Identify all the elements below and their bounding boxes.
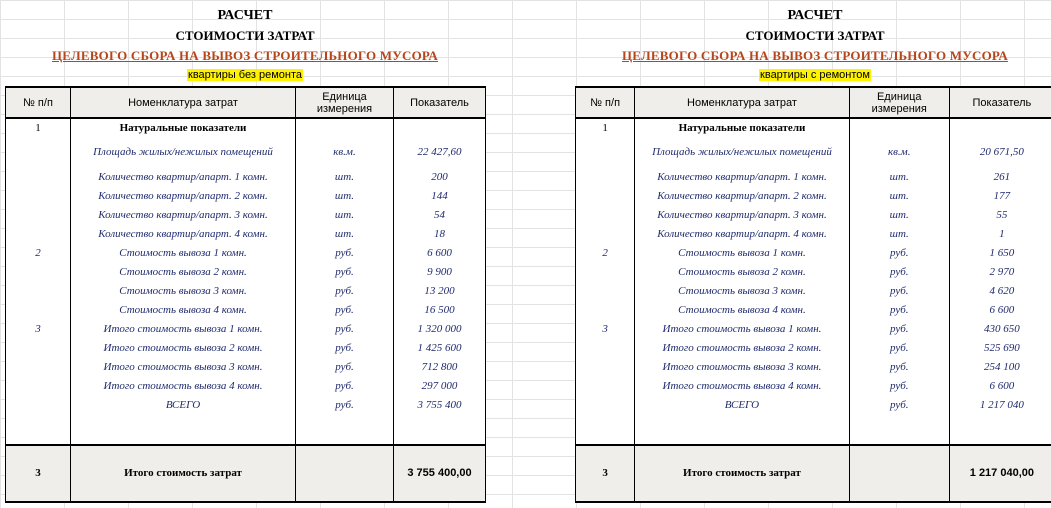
cell-unit: шт.: [296, 187, 394, 206]
cell-number: [6, 206, 71, 225]
cell-value: 144: [394, 187, 486, 206]
cell-unit: шт.: [849, 168, 949, 187]
table-row: [576, 339, 1051, 358]
table-row: [6, 415, 486, 445]
table-row: [6, 137, 486, 168]
cell-unit: руб.: [296, 244, 394, 263]
cell-item: Количество квартир/апарт. 3 комн.: [71, 206, 296, 225]
variant-label-container: [5, 68, 485, 82]
cell-number: [576, 377, 635, 396]
cell-unit: [849, 415, 949, 445]
table-row: [6, 263, 486, 282]
cell-value: 1 650: [949, 244, 1051, 263]
total-unit: [849, 445, 949, 502]
total-number: 3: [576, 445, 635, 502]
total-number: 3: [6, 445, 71, 502]
table-body: [576, 118, 1051, 502]
table-row: [576, 415, 1051, 445]
table-row: [6, 118, 486, 137]
table-row: [576, 358, 1051, 377]
sheet-title: РАСЧЕТ: [787, 8, 843, 23]
cell-number: [576, 301, 635, 320]
cell-value: 55: [949, 206, 1051, 225]
table-row: [576, 206, 1051, 225]
sheet-title: РАСЧЕТ: [217, 8, 273, 23]
table-row: [576, 320, 1051, 339]
table-row: [576, 187, 1051, 206]
cell-value: 54: [394, 206, 486, 225]
cell-number: [576, 187, 635, 206]
cell-number: [6, 168, 71, 187]
cell-unit: руб.: [849, 244, 949, 263]
cell-item: [635, 415, 849, 445]
cell-number: 2: [576, 244, 635, 263]
cost-table: [5, 86, 486, 503]
cell-value: 1: [949, 225, 1051, 244]
cell-value: 6 600: [949, 301, 1051, 320]
table-row: [576, 301, 1051, 320]
cell-unit: шт.: [296, 168, 394, 187]
cell-value: 1 320 000: [394, 320, 486, 339]
cell-item: Количество квартир/апарт. 1 комн.: [635, 168, 849, 187]
column-header-number: № п/п: [6, 87, 71, 118]
cell-number: 1: [576, 118, 635, 137]
header-row: [576, 87, 1051, 118]
total-label: Итого стоимость затрат: [71, 445, 296, 502]
cell-value: 6 600: [394, 244, 486, 263]
cell-item: Стоимость вывоза 4 комн.: [71, 301, 296, 320]
cell-number: [6, 377, 71, 396]
cell-number: [576, 168, 635, 187]
sheet-subtitle: СТОИМОСТИ ЗАТРАТ: [175, 28, 315, 43]
cell-unit: руб.: [296, 263, 394, 282]
cost-table: [575, 86, 1051, 503]
table-row: [6, 282, 486, 301]
cell-item: Стоимость вывоза 2 комн.: [635, 263, 849, 282]
cell-value: 2 970: [949, 263, 1051, 282]
cell-value: [394, 415, 486, 445]
cell-item: Итого стоимость вывоза 2 комн.: [71, 339, 296, 358]
cell-number: [6, 415, 71, 445]
cell-unit: руб.: [849, 396, 949, 415]
table-row: [6, 206, 486, 225]
cell-number: [6, 396, 71, 415]
column-header-item: Номенклатура затрат: [71, 87, 296, 118]
total-row: [6, 445, 486, 502]
cell-item: Площадь жилых/нежилых помещений: [635, 137, 849, 168]
cell-value: 254 100: [949, 358, 1051, 377]
variant-label-container: [575, 68, 1051, 82]
cell-value: 13 200: [394, 282, 486, 301]
cell-item: Количество квартир/апарт. 2 комн.: [71, 187, 296, 206]
total-value: 3 755 400,00: [394, 445, 486, 502]
cell-number: [6, 263, 71, 282]
sheet-heading: ЦЕЛЕВОГО СБОРА НА ВЫВОЗ СТРОИТЕЛЬНОГО МУСОРА: [622, 48, 1008, 63]
cell-value: 18: [394, 225, 486, 244]
table-row: [6, 396, 486, 415]
cell-unit: руб.: [296, 282, 394, 301]
total-unit: [296, 445, 394, 502]
sheet-heading: ЦЕЛЕВОГО СБОРА НА ВЫВОЗ СТРОИТЕЛЬНОГО МУСОРА: [52, 48, 438, 63]
cell-value: 297 000: [394, 377, 486, 396]
cell-item: Стоимость вывоза 1 комн.: [635, 244, 849, 263]
cell-unit: руб.: [849, 358, 949, 377]
column-header-value: Показатель: [394, 87, 486, 118]
cell-unit: шт.: [296, 206, 394, 225]
cell-number: 3: [6, 320, 71, 339]
cell-item: Стоимость вывоза 3 комн.: [635, 282, 849, 301]
cell-unit: [296, 118, 394, 137]
table-row: [6, 358, 486, 377]
cell-number: [6, 301, 71, 320]
column-header-item: Номенклатура затрат: [635, 87, 849, 118]
cell-number: [6, 225, 71, 244]
cell-item: Количество квартир/апарт. 1 комн.: [71, 168, 296, 187]
cell-item: Количество квартир/апарт. 4 комн.: [635, 225, 849, 244]
table-row: [6, 225, 486, 244]
cell-value: [394, 118, 486, 137]
cell-item: Стоимость вывоза 4 комн.: [635, 301, 849, 320]
table-row: [576, 137, 1051, 168]
cell-item: ВСЕГО: [635, 396, 849, 415]
cell-number: [576, 415, 635, 445]
variant-label: квартиры без ремонта: [188, 69, 302, 81]
cell-unit: руб.: [849, 339, 949, 358]
cell-unit: руб.: [296, 301, 394, 320]
table-row: [6, 168, 486, 187]
cell-value: 3 755 400: [394, 396, 486, 415]
cell-unit: руб.: [849, 320, 949, 339]
cell-number: [576, 206, 635, 225]
cell-item: [71, 415, 296, 445]
cell-unit: шт.: [849, 225, 949, 244]
cell-number: 2: [6, 244, 71, 263]
table-row: [6, 301, 486, 320]
cell-unit: шт.: [849, 187, 949, 206]
cell-unit: руб.: [849, 301, 949, 320]
cell-item: Площадь жилых/нежилых помещений: [71, 137, 296, 168]
column-header-unit: Единица измерения: [296, 87, 394, 118]
cell-unit: [296, 415, 394, 445]
column-header-number: № п/п: [576, 87, 635, 118]
cell-number: [6, 282, 71, 301]
table-row: [576, 225, 1051, 244]
cell-value: 9 900: [394, 263, 486, 282]
cell-number: [576, 137, 635, 168]
total-label: Итого стоимость затрат: [635, 445, 849, 502]
cell-item: Итого стоимость вывоза 3 комн.: [71, 358, 296, 377]
cell-item: Итого стоимость вывоза 4 комн.: [635, 377, 849, 396]
cell-value: 1 217 040: [949, 396, 1051, 415]
cell-number: [6, 137, 71, 168]
cell-item: Натуральные показатели: [635, 118, 849, 137]
cell-unit: кв.м.: [296, 137, 394, 168]
cell-value: 200: [394, 168, 486, 187]
cell-unit: руб.: [849, 377, 949, 396]
cell-value: 712 800: [394, 358, 486, 377]
cell-number: [576, 396, 635, 415]
cell-unit: руб.: [296, 377, 394, 396]
cell-value: 6 600: [949, 377, 1051, 396]
cell-value: 177: [949, 187, 1051, 206]
cell-item: Количество квартир/апарт. 2 комн.: [635, 187, 849, 206]
cell-number: [576, 282, 635, 301]
cell-unit: [849, 118, 949, 137]
cell-item: ВСЕГО: [71, 396, 296, 415]
cell-value: 430 650: [949, 320, 1051, 339]
cell-value: [949, 415, 1051, 445]
cell-unit: руб.: [296, 339, 394, 358]
cell-unit: руб.: [849, 263, 949, 282]
cell-unit: руб.: [296, 358, 394, 377]
cell-unit: шт.: [849, 206, 949, 225]
cell-item: Итого стоимость вывоза 2 комн.: [635, 339, 849, 358]
column-header-unit: Единица измерения: [849, 87, 949, 118]
variant-label: квартиры с ремонтом: [760, 69, 870, 81]
table-row: [6, 320, 486, 339]
cell-item: Количество квартир/апарт. 4 комн.: [71, 225, 296, 244]
cell-item: Итого стоимость вывоза 1 комн.: [635, 320, 849, 339]
table-row: [576, 263, 1051, 282]
table-row: [6, 339, 486, 358]
cell-item: Стоимость вывоза 1 комн.: [71, 244, 296, 263]
cell-number: [576, 225, 635, 244]
cell-item: Итого стоимость вывоза 4 комн.: [71, 377, 296, 396]
cell-value: 4 620: [949, 282, 1051, 301]
cell-value: 20 671,50: [949, 137, 1051, 168]
table-row: [6, 244, 486, 263]
table-row: [576, 377, 1051, 396]
cell-item: Итого стоимость вывоза 3 комн.: [635, 358, 849, 377]
cell-number: 1: [6, 118, 71, 137]
cell-value: 525 690: [949, 339, 1051, 358]
cell-item: Натуральные показатели: [71, 118, 296, 137]
cell-number: [576, 339, 635, 358]
cell-number: [576, 263, 635, 282]
cell-number: 3: [576, 320, 635, 339]
cell-item: Стоимость вывоза 2 комн.: [71, 263, 296, 282]
cell-value: 16 500: [394, 301, 486, 320]
header-row: [6, 87, 486, 118]
cell-number: [6, 339, 71, 358]
table-row: [6, 377, 486, 396]
cell-item: Стоимость вывоза 3 комн.: [71, 282, 296, 301]
cell-value: [949, 118, 1051, 137]
cell-value: 22 427,60: [394, 137, 486, 168]
table-row: [576, 118, 1051, 137]
cell-unit: шт.: [296, 225, 394, 244]
column-header-value: Показатель: [949, 87, 1051, 118]
table-row: [576, 282, 1051, 301]
table-row: [576, 244, 1051, 263]
table-body: [6, 118, 486, 502]
cell-value: 1 425 600: [394, 339, 486, 358]
total-row: [576, 445, 1051, 502]
cell-unit: кв.м.: [849, 137, 949, 168]
cell-value: 261: [949, 168, 1051, 187]
cell-unit: руб.: [296, 396, 394, 415]
table-row: [576, 396, 1051, 415]
cell-unit: руб.: [849, 282, 949, 301]
cell-unit: руб.: [296, 320, 394, 339]
cell-number: [6, 358, 71, 377]
cell-item: Количество квартир/апарт. 3 комн.: [635, 206, 849, 225]
cell-number: [576, 358, 635, 377]
table-row: [576, 168, 1051, 187]
cell-number: [6, 187, 71, 206]
total-value: 1 217 040,00: [949, 445, 1051, 502]
sheet-subtitle: СТОИМОСТИ ЗАТРАТ: [745, 28, 885, 43]
cell-item: Итого стоимость вывоза 1 комн.: [71, 320, 296, 339]
table-row: [6, 187, 486, 206]
